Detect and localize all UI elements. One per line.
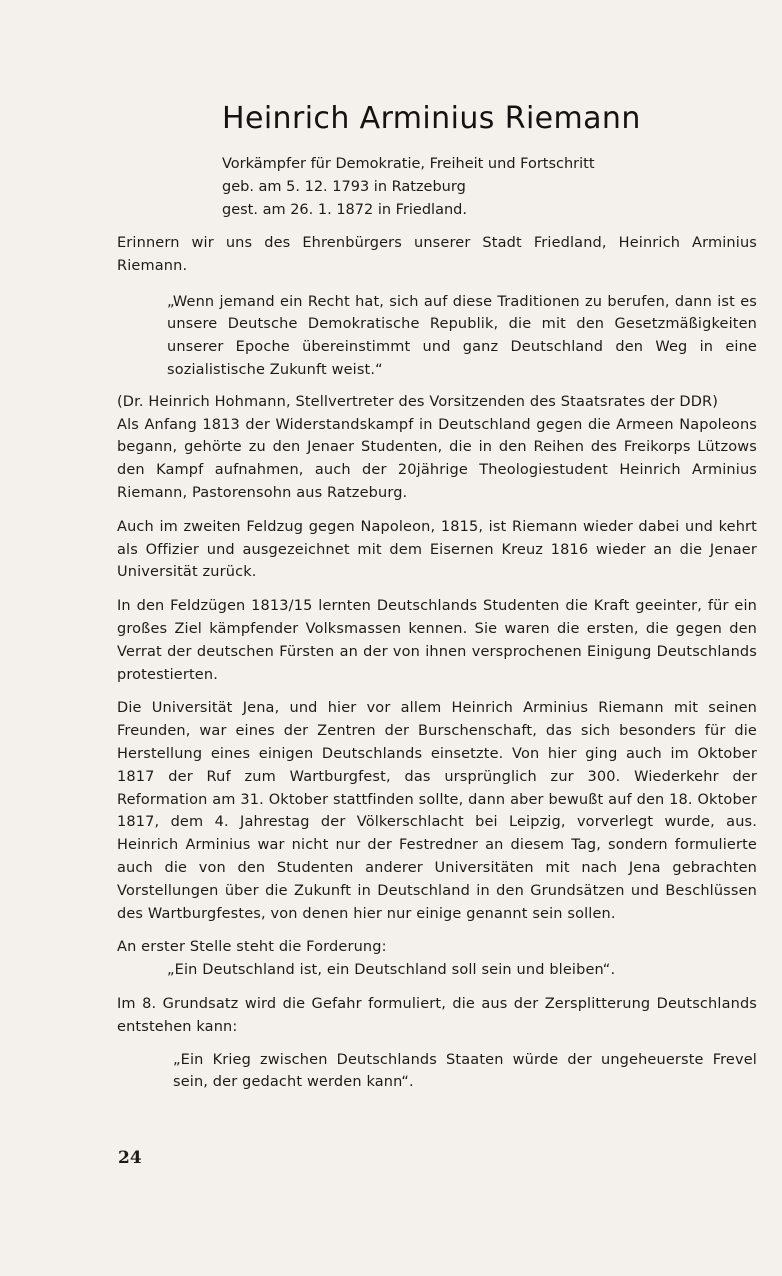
body-text (117, 232, 757, 1094)
subtitle-block (222, 153, 742, 222)
document-title: Heinrich Arminius Riemann (222, 101, 641, 136)
inline-quote: „Ein Deutschland ist, ein Deutschland soll sein und bleiben“. (167, 962, 616, 979)
quote-attribution: (Dr. Heinrich Hohmann, Stellvertreter des Vorsitzenden des Staatsrates der DDR) (117, 393, 719, 410)
paragraph: Die Universität Jena, und hier vor allem Heinrich Arminius Riemann mit seinen Freunden, war eines der Zentren der Burschenschaft, das sich besonders für die Herstellung eines einigen Deutschlands einsetzte. Von hier ging auch im Oktober 1817 der Ruf zum Wartburgfest, das ursprünglich zur 300. Wiederkehr der Reformation am 31. Oktober stattfinden sollte, dann aber bewußt auf den 18. Oktober 1817, dem 4. Jahrestag der Völkerschlacht bei Leipzig, vorverlegt wurde, aus. Heinrich Arminius war nicht nur der Festredner an diesem Tag, sondern formulierte auch die von den Studenten anderer Universitäten mit nach Jena gebrachten Vorstellungen über die Zukunft in Deutschland in den Grundsätzen und Beschlüssen des Wartburgfestes, von denen hier nur einige genannt sein sollen. (117, 700, 757, 922)
page-number: 24 (118, 1148, 142, 1168)
paragraph: Auch im zweiten Feldzug gegen Napoleon, 1815, ist Riemann wieder dabei und kehrt als Offizier und ausgezeichnet mit dem Eisernen Kreuz 1816 wieder an die Jenaer Universität zurück. (117, 518, 757, 581)
paragraph: Im 8. Grundsatz wird die Gefahr formuliert, die aus der Zersplitterung Deutschlands entstehen kann: (117, 995, 757, 1035)
paragraph: In den Feldzügen 1813/15 lernten Deutschlands Studenten die Kraft geeinter, für ein großes Ziel kämpfender Volksmassen kennen. Sie waren die ersten, die gegen den Verrat der deutschen Fürsten an der von ihnen versprochenen Einigung Deutschlands protestierten. (117, 598, 757, 683)
intro-paragraph: Erinnern wir uns des Ehrenbürgers unserer Stadt Friedland, Heinrich Arminius Riemann. (117, 235, 757, 274)
block-quote: „Wenn jemand ein Recht hat, sich auf diese Traditionen zu berufen, dann ist es unsere Deutsche Demokratische Republik, die mit den Gesetzmäßigkeiten unserer Epoche übereinstimmt und ganz Deutschland den Weg in eine sozialistische Zukunft weist.“ (167, 293, 757, 378)
birth-line: geb. am 5. 12. 1793 in Ratzeburg (222, 179, 466, 195)
paragraph: An erster Stelle steht die Forderung: (117, 939, 387, 956)
death-line: gest. am 26. 1. 1872 in Friedland. (222, 202, 467, 218)
subtitle-line: Vorkämpfer für Demokratie, Freiheit und Fortschritt (222, 156, 595, 172)
inline-quote: „Ein Krieg zwischen Deutschlands Staaten würde der ungeheuerste Frevel sein, der gedacht werden kann“. (173, 1051, 757, 1091)
paragraph: Als Anfang 1813 der Widerstandskampf in Deutschland gegen die Armeen Napoleons begann, gehörte zu den Jenaer Studenten, die in den Reihen des Freikorps Lützows den Kampf aufnahmen, auch der 20jährige Theologiestudent Heinrich Arminius Riemann, Pastorensohn aus Ratzeburg. (117, 416, 757, 501)
